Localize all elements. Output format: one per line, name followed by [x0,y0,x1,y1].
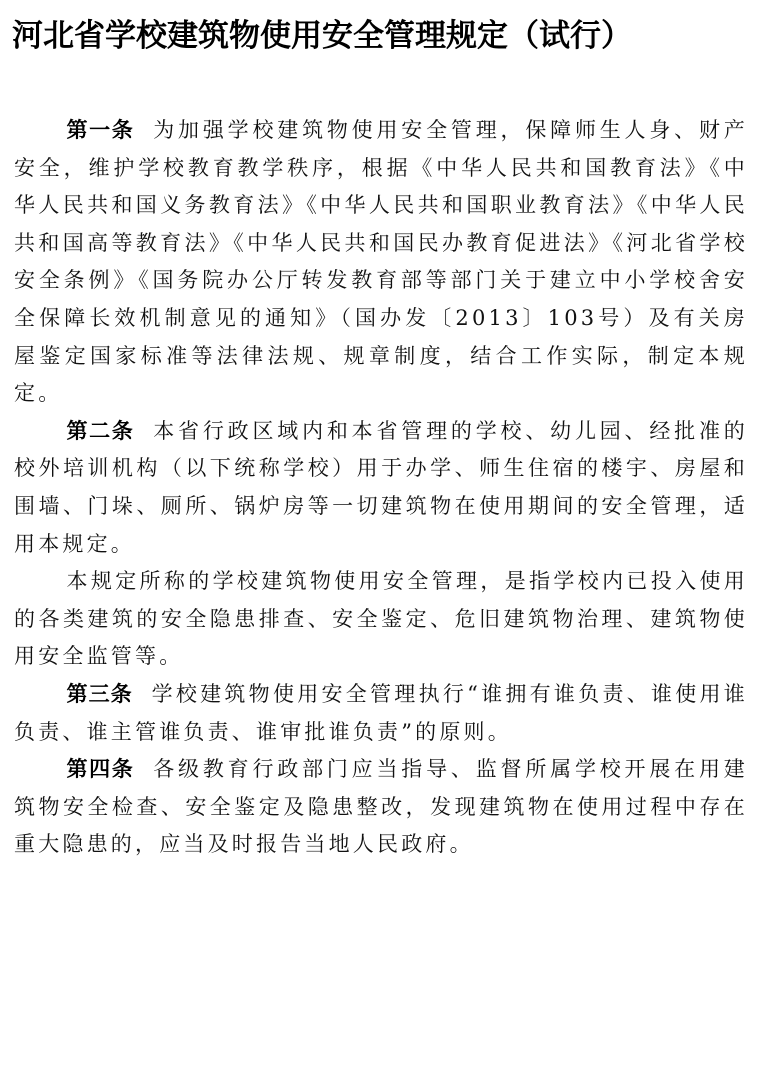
article-4-paragraph [14,751,748,864]
article-1-heading: 第一条 [66,118,135,142]
article-2-text: 本省行政区域内和本省管理的学校、幼儿园、经批准的校外培训机构（以下统称学校）用于办学、师生住宿的楼宇、房屋和围墙、门垛、厕所、锅炉房等一切建筑物在使用期间的安全管理，适用本规定。 [14,418,748,556]
article-2-continuation-text: 本规定所称的学校建筑物使用安全管理，是指学校内已投入使用的各类建筑的安全隐患排查、安全鉴定、危旧建筑物治理、建筑物使用安全监管等。 [14,569,748,669]
article-4-heading: 第四条 [66,757,135,782]
article-3-heading: 第三条 [66,681,133,706]
article-2-heading: 第二条 [66,418,135,443]
article-3-text: 学校建筑物使用安全管理执行“谁拥有谁负责、谁使用谁负责、谁主管谁负责、谁审批谁负责”的原则。 [14,681,749,744]
document-body [14,112,748,864]
article-4-text: 各级教育行政部门应当指导、监督所属学校开展在用建筑物安全检查、安全鉴定及隐患整改，发现建筑物在使用过程中存在重大隐患的，应当及时报告当地人民政府。 [14,757,748,857]
document-title: 河北省学校建筑物使用安全管理规定（试行） [12,18,632,54]
article-3-paragraph [14,676,748,751]
article-1-text: 为加强学校建筑物使用安全管理，保障师生人身、财产安全，维护学校教育教学秩序，根据《中华人民共和国教育法》《中华人民共和国义务教育法》《中华人民共和国职业教育法》《中华人民共和国高等教育法》《中华人民共和国民办教育促进法》《河北省学校安全条例》《国务院办公厅转发教育部等部门关于建立中小学校舍安全保障长效机制意见的通知》（国办发〔2013〕103号）及有关房屋鉴定国家标准等法律法规、规章制度，结合工作实际，制定本规定。 [14,118,748,406]
article-1-paragraph [14,112,748,413]
article-2-paragraph [14,413,748,563]
article-2-continuation-paragraph [14,563,748,676]
